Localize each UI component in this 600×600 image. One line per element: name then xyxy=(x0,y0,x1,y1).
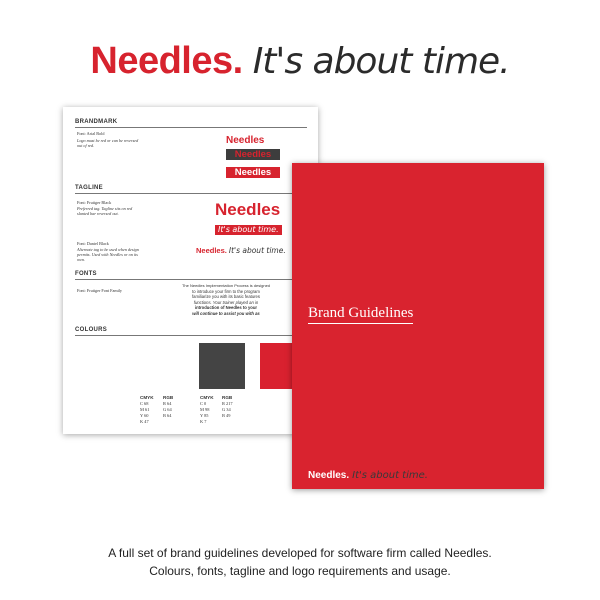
section-divider xyxy=(75,127,307,128)
tagline-section-title: TAGLINE xyxy=(75,185,103,191)
section-divider xyxy=(75,279,307,280)
headline-brand: Needles. xyxy=(90,40,243,82)
headline xyxy=(0,40,600,83)
logo-reversed-on-red: Needles xyxy=(226,167,280,178)
rgb-value: R 217 xyxy=(222,401,233,406)
caption-line-2: Colours, fonts, tagline and logo requirements and usage. xyxy=(149,564,451,578)
rgb-value: B 49 xyxy=(222,413,231,418)
fonts-line: familiarize you with its basic features xyxy=(192,294,260,300)
logo-red-on-white: Needles xyxy=(226,135,265,146)
cmyk-label: CMYK xyxy=(140,395,154,400)
fonts-line: The Needles Implementation Process is designed xyxy=(181,283,271,288)
rgb-label: RGB xyxy=(163,395,174,400)
tagline-preferred-lockup xyxy=(215,201,282,237)
guidelines-sheet xyxy=(63,107,318,434)
tagline-alternate-lockup xyxy=(196,240,286,258)
cmyk-value: C 0 xyxy=(200,401,207,406)
brandmark-font-note: Font: Arial Bold xyxy=(77,131,105,136)
cover-title: Brand Guidelines xyxy=(308,305,413,324)
rgb-value: B 64 xyxy=(163,413,172,418)
cover-footer-lockup xyxy=(308,465,428,483)
brandmark-section-title: BRANDMARK xyxy=(75,119,118,125)
logo-on-dark: Needles xyxy=(226,149,280,160)
dark-rgb-values xyxy=(163,395,173,419)
tagline-line-logo: Needles. xyxy=(196,246,227,255)
tagline-font-note-2: Font: Daniel Black xyxy=(77,241,109,246)
red-cmyk-values xyxy=(200,395,214,425)
cover-footer-brand: Needles. xyxy=(308,470,350,481)
cmyk-value: M 98 xyxy=(200,407,210,412)
section-divider xyxy=(75,193,307,194)
cmyk-value: Y 60 xyxy=(140,413,149,418)
tagline-usage-note-1: Preferred tag. Tagline sits on red slanted bar reversed out. xyxy=(77,206,133,216)
colour-swatch-dark-grey xyxy=(199,343,245,389)
caption-line-1: A full set of brand guidelines developed for software firm called Needles. xyxy=(108,546,492,560)
tagline-font-note-1: Font: Frutiger Black xyxy=(77,200,112,205)
cmyk-label: CMYK xyxy=(200,395,214,400)
fonts-line: to introduce your firm to the program xyxy=(192,288,260,294)
fonts-font-note: Font: Frutiger Font Family xyxy=(77,288,123,293)
fonts-line: introduction of Needles to your xyxy=(194,305,258,311)
red-rgb-values xyxy=(222,395,233,419)
rgb-label: RGB xyxy=(222,395,233,400)
headline-tagline: It's about time. xyxy=(252,41,510,82)
tagline-usage-note-2: Alternate tag to be used when design permits. Used with Needles or on its own. xyxy=(77,247,139,262)
fonts-line: will continue to assist you with as xyxy=(192,310,260,316)
tagline-slanted-bar: It's about time. xyxy=(215,225,282,235)
cmyk-value: C 68 xyxy=(140,401,149,406)
fonts-line: functions. Your trainer played an in xyxy=(193,299,259,305)
rgb-value: R 64 xyxy=(163,401,172,406)
tagline-line-tag: It's about time. xyxy=(228,246,286,255)
rgb-value: G 34 xyxy=(222,407,231,412)
cover-footer-tag: It's about time. xyxy=(352,470,428,481)
dark-cmyk-values xyxy=(140,395,154,425)
cmyk-value: M 61 xyxy=(140,407,150,412)
brandmark-usage-note: Logo must be red or can be reversed out of red. xyxy=(77,138,139,148)
colours-section-title: COLOURS xyxy=(75,327,108,333)
fonts-sample-paragraph xyxy=(151,283,301,317)
cmyk-value: K 47 xyxy=(140,419,149,424)
brand-guidelines-cover xyxy=(292,163,544,489)
tagline-big-logo: Needles xyxy=(215,200,281,219)
caption xyxy=(0,544,600,580)
rgb-value: G 64 xyxy=(163,407,172,412)
fonts-section-title: FONTS xyxy=(75,271,97,277)
cmyk-value: Y 85 xyxy=(200,413,209,418)
cmyk-value: K 7 xyxy=(200,419,207,424)
section-divider xyxy=(75,335,307,336)
